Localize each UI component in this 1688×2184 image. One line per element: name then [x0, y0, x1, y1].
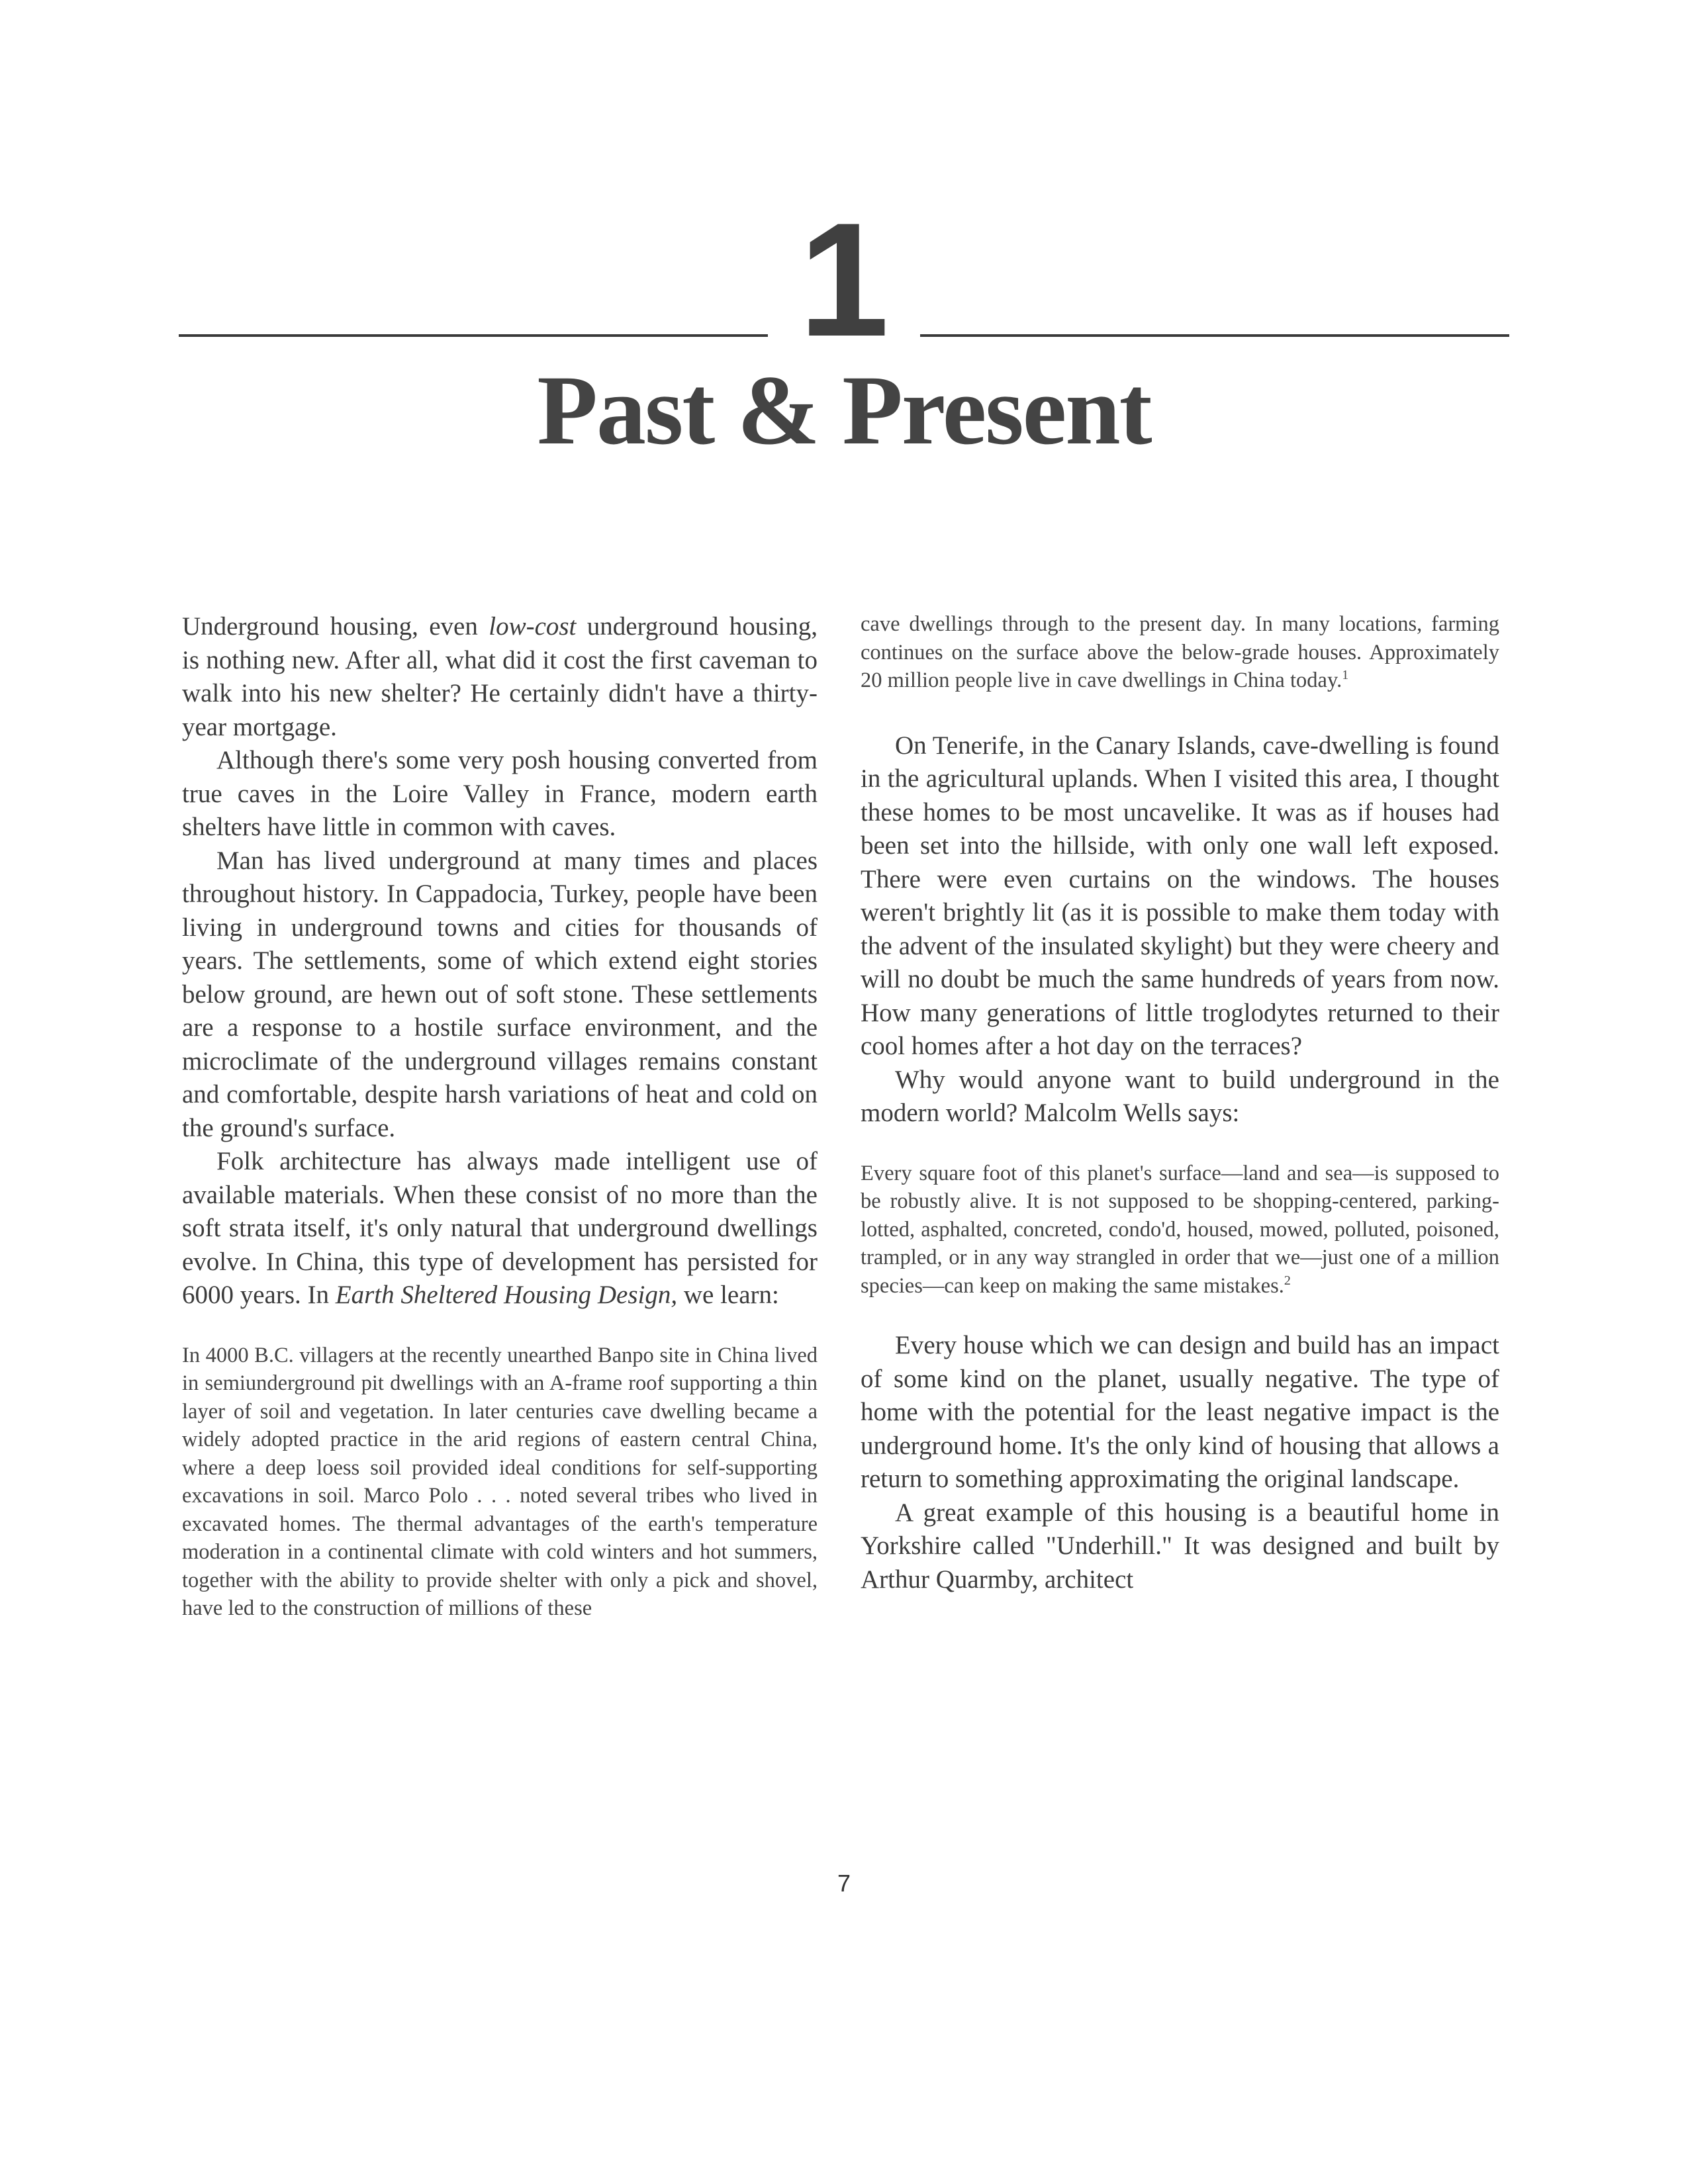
footnote-marker: 2 [1284, 1273, 1291, 1288]
block-quote-wells: Every square foot of this planet's surface—land and sea—is supposed to be robustly alive. It is not supposed to be shopping-centered, parking-lotted, asphalted, concreted, condo'd, housed, mowed, polluted, poisoned, trampled, or in any way strangled in order that we—just one of a million species—can keep on making the same mistakes.$^2$ [861, 1161, 1499, 1298]
chapter-number: 1 [798, 189, 890, 370]
chapter-heading [0, 0, 1688, 463]
paragraph-loire: Although there's some very posh housing converted from true caves in the Loire Valley in France, modern earth shelters have little in common with caves. [182, 746, 818, 841]
footnote-marker: 1 [1342, 668, 1349, 683]
heading-rule-right [920, 334, 1509, 337]
paragraph-intro: Underground housing, even low-cost underground housing, is nothing new. After all, what did it cost the first caveman to walk into his new shelter? He certainly didn't have a thirty-year mortgage. [182, 612, 818, 741]
chapter-title: Past & Present [537, 355, 1151, 465]
paragraph-why-underground: Why would anyone want to build underground in the modern world? Malcolm Wells says: [861, 1065, 1499, 1127]
paragraph-tenerife: On Tenerife, in the Canary Islands, cave-dwelling is found in the agricultural uplands. When I visited this area, I thought these homes to be most uncavelike. It was as if houses had been set into the hillside, with only one wall left exposed. There were even curtains on the windows. The houses weren't brightly lit (as it is possible to make them today with the advent of the insulated skylight) but they were cheery and will no doubt be much the same hundreds of years from now. How many generations of little troglodytes returned to their cool homes after a hot day on the terraces? [861, 731, 1499, 1060]
heading-rule-left [179, 334, 768, 337]
block-quote-china: In 4000 B.C. villagers at the recently unearthed Banpo site in China lived in semiunderground pit dwellings with an A-frame roof supporting a thin layer of soil and vegetation. In later centuries cave dwelling became a widely adopted practice in the arid regions of eastern central China, where a deep loess soil provided ideal conditions for self-supporting excavations in soil. Marco Polo . . . noted several tribes who lived in excavated homes. The thermal advantages of the earth's temperature moderation in a continental climate with cold winters and hot summers, together with the ability to provide shelter with only a pick and shovel, have led to the construction of millions of these [182, 1343, 818, 1620]
paragraph-folk-architecture: Folk architecture has always made intelligent use of available materials. When these consist of no more than the soft strata itself, it's only natural that underground dwellings evolve. In China, this type of development has persisted for 6000 years. In Earth Sheltered Housing Design, we learn: [182, 1147, 818, 1309]
paragraph-underhill: A great example of this housing is a beautiful home in Yorkshire called "Underhill." It was designed and built by Arthur Quarmby, architect [861, 1498, 1499, 1594]
paragraph-cappadocia: Man has lived underground at many times and places throughout history. In Cappadocia, Turkey, people have been living in underground towns and cities for thousands of years. The settlements, some of which extend eight stories below ground, are hewn out of soft stone. These settlements are a response to a hostile surface environment, and the microclimate of the underground villages remains constant and comfortable, despite harsh variations of heat and cold on the ground's surface. [182, 846, 818, 1142]
paragraph-impact: Every house which we can design and build has an impact of some kind on the planet, usually negative. The type of home with the potential for the least negative impact is the underground home. It's the only kind of housing that allows a return to something approximating the original landscape. [861, 1331, 1499, 1493]
right-column [861, 610, 1499, 1596]
block-quote-china-continued: cave dwellings through to the present day. In many locations, farming continues on the surface above the below-grade houses. Approximately 20 million people live in cave dwellings in China today.$^1$ [861, 612, 1499, 692]
left-column [182, 610, 818, 1623]
page-number: 7 [837, 1870, 851, 1897]
